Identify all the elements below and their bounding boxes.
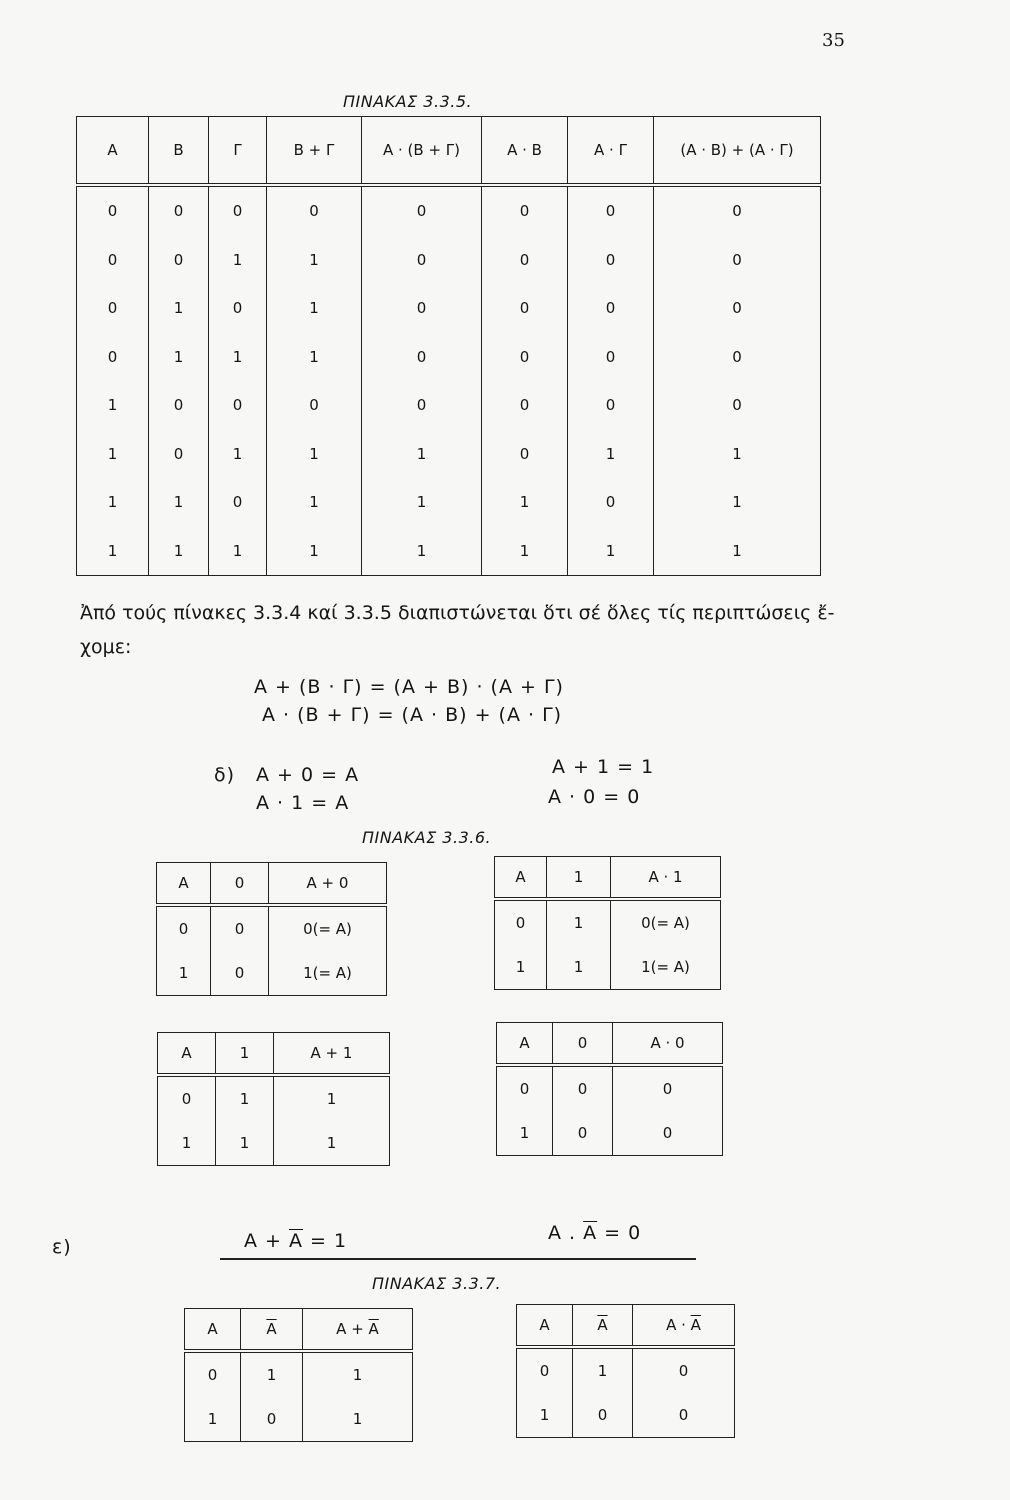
- cell: 0: [77, 185, 149, 236]
- cell: 1: [303, 1351, 413, 1397]
- cell: 1: [568, 527, 654, 576]
- cell: 1: [216, 1121, 274, 1166]
- cell: 0: [482, 333, 568, 382]
- cell: 0: [654, 236, 821, 285]
- table-header-row: [495, 857, 721, 900]
- col-header: A: [185, 1309, 241, 1352]
- table-row: [517, 1393, 735, 1438]
- cell: 1: [209, 236, 267, 285]
- col-header: Γ: [209, 117, 267, 186]
- paragraph-line-1: Ἀπό τούς πίνακες 3.3.4 καί 3.3.5 διαπιστώνεται ὅτι σέ ὅλες τίς περιπτώσεις ἔ-: [80, 602, 835, 624]
- cell: 0: [362, 333, 482, 382]
- cell: 1: [495, 945, 547, 990]
- cell: 1: [654, 478, 821, 527]
- cell: 1: [362, 527, 482, 576]
- cell: 1: [568, 430, 654, 479]
- cell: 0: [362, 284, 482, 333]
- cell: 0: [613, 1065, 723, 1111]
- cell: 0: [267, 185, 362, 236]
- cell: 1: [267, 478, 362, 527]
- cell: 0(= A): [269, 905, 387, 951]
- table-header-row: [517, 1305, 735, 1348]
- col-header: A: [497, 1023, 553, 1066]
- cell: 1: [362, 430, 482, 479]
- table-header-row: [497, 1023, 723, 1066]
- table-row: [158, 1075, 390, 1121]
- cell: 0: [573, 1393, 633, 1438]
- cell: 0: [149, 236, 209, 285]
- cell: 1: [157, 951, 211, 996]
- cell: 1: [267, 333, 362, 382]
- cell: 0: [633, 1347, 735, 1393]
- col-header: A · Γ: [568, 117, 654, 186]
- cell: 0: [149, 185, 209, 236]
- table-row: [77, 478, 821, 527]
- cell: 0: [654, 284, 821, 333]
- cell: 0: [362, 236, 482, 285]
- cell: 1: [482, 478, 568, 527]
- table-row: [495, 945, 721, 990]
- cell: 0: [482, 381, 568, 430]
- cell: 1: [216, 1075, 274, 1121]
- col-header: B: [149, 117, 209, 186]
- cell: 1: [158, 1121, 216, 1166]
- cell: 0: [482, 185, 568, 236]
- table-row: [185, 1397, 413, 1442]
- paragraph-line-2: χομε:: [80, 636, 132, 658]
- cell: 0: [568, 333, 654, 382]
- label-delta: δ): [214, 764, 236, 786]
- page-number: 35: [822, 30, 845, 51]
- truth-table-a-times-not-a: [516, 1304, 735, 1438]
- table-row: [185, 1351, 413, 1397]
- col-header: A · 1: [611, 857, 721, 900]
- truth-table-a-times-1: [494, 856, 721, 990]
- cell: 0(= A): [611, 899, 721, 945]
- cell: 1: [547, 945, 611, 990]
- col-header: A · B: [482, 117, 568, 186]
- cell: 0: [568, 284, 654, 333]
- table-title-335: ΠΙΝΑΚΑΣ 3.3.5.: [343, 92, 473, 111]
- col-header: 1: [547, 857, 611, 900]
- table-row: [157, 951, 387, 996]
- cell: 1: [517, 1393, 573, 1438]
- col-header: A: [158, 1033, 216, 1076]
- table-row: [77, 333, 821, 382]
- cell: 0: [497, 1065, 553, 1111]
- table-row: [517, 1347, 735, 1393]
- col-header: A: [495, 857, 547, 900]
- cell: 1: [77, 381, 149, 430]
- cell: 1: [267, 284, 362, 333]
- cell: 1(= A): [611, 945, 721, 990]
- table-header-row: [77, 117, 821, 186]
- cell: 1: [482, 527, 568, 576]
- complement-a: $\overline{A}$: [289, 1230, 303, 1252]
- cell: 0: [77, 236, 149, 285]
- cell: 1: [185, 1397, 241, 1442]
- col-header: [573, 1305, 633, 1348]
- col-header: 1: [216, 1033, 274, 1076]
- cell: 0: [553, 1065, 613, 1111]
- cell: 0: [482, 236, 568, 285]
- complement-a: $\overline{A}$: [583, 1222, 598, 1244]
- table-row: [77, 527, 821, 576]
- cell: 0: [211, 905, 269, 951]
- col-header: [241, 1309, 303, 1352]
- cell: 1: [209, 333, 267, 382]
- cell: 1: [77, 430, 149, 479]
- col-header: A + 1: [274, 1033, 390, 1076]
- cell: 0: [158, 1075, 216, 1121]
- complement-a: $\overline{A}$: [690, 1316, 701, 1334]
- table-row: [157, 905, 387, 951]
- cell: 0: [157, 905, 211, 951]
- cell: 0: [482, 284, 568, 333]
- table-row: [158, 1121, 390, 1166]
- cell: 0: [482, 430, 568, 479]
- eq-part: = 0: [597, 1222, 642, 1244]
- table-row: [77, 236, 821, 285]
- eq-part: A +: [244, 1230, 289, 1252]
- cell: 0: [495, 899, 547, 945]
- cell: 0: [149, 430, 209, 479]
- table-row: [497, 1111, 723, 1156]
- cell: 1: [274, 1121, 390, 1166]
- cell: 1(= A): [269, 951, 387, 996]
- table-row: [77, 284, 821, 333]
- col-header: A · 0: [613, 1023, 723, 1066]
- col-header: A: [517, 1305, 573, 1348]
- cell: 1: [267, 236, 362, 285]
- complement-a: $\overline{A}$: [597, 1316, 608, 1334]
- cell: 0: [77, 333, 149, 382]
- cell: 0: [77, 284, 149, 333]
- cell: 1: [654, 430, 821, 479]
- col-header: A + 0: [269, 863, 387, 906]
- cell: 0: [654, 381, 821, 430]
- cell: 0: [209, 381, 267, 430]
- truth-table-335: [76, 116, 821, 576]
- cell: 1: [149, 478, 209, 527]
- cell: 0: [149, 381, 209, 430]
- table-row: [497, 1065, 723, 1111]
- complement-a: $\overline{A}$: [368, 1320, 379, 1338]
- col-header: 0: [211, 863, 269, 906]
- equation-a-times-0: A · 0 = 0: [548, 786, 641, 808]
- cell: 0: [568, 478, 654, 527]
- label-epsilon: ε): [52, 1236, 72, 1258]
- cell: 0: [211, 951, 269, 996]
- table-title-336: ΠΙΝΑΚΑΣ 3.3.6.: [362, 828, 492, 847]
- cell: 1: [362, 478, 482, 527]
- equation-a-plus-1: A + 1 = 1: [552, 756, 655, 778]
- cell: 0: [209, 478, 267, 527]
- cell: 0: [568, 236, 654, 285]
- cell: 0: [209, 185, 267, 236]
- cell: 0: [568, 381, 654, 430]
- col-header: 0: [553, 1023, 613, 1066]
- equation-distributive-1: A + (B · Γ) = (A + B) · (A + Γ): [254, 676, 564, 698]
- col-header: A: [157, 863, 211, 906]
- cell: 1: [267, 430, 362, 479]
- col-header: $A \cdot \overline{A}$: [633, 1305, 735, 1348]
- col-header: B + Γ: [267, 117, 362, 186]
- cell: 0: [362, 381, 482, 430]
- cell: 0: [553, 1111, 613, 1156]
- table-row: [77, 381, 821, 430]
- col-header: A · (B + Γ): [362, 117, 482, 186]
- cell: 1: [241, 1351, 303, 1397]
- eq-part: A .: [548, 1222, 584, 1244]
- table-title-337: ΠΙΝΑΚΑΣ 3.3.7.: [372, 1274, 502, 1293]
- cell: 0: [517, 1347, 573, 1393]
- equation-complement-sum: [244, 1230, 347, 1252]
- truth-table-a-plus-0: [156, 862, 387, 996]
- cell: 1: [209, 430, 267, 479]
- truth-table-a-plus-not-a: [184, 1308, 413, 1442]
- cell: 1: [274, 1075, 390, 1121]
- col-header: (A · B) + (A · Γ): [654, 117, 821, 186]
- equation-distributive-2: A · (B + Γ) = (A · B) + (A · Γ): [262, 704, 563, 726]
- truth-table-a-plus-1: [157, 1032, 390, 1166]
- eq-part: = 1: [303, 1230, 348, 1252]
- cell: 0: [185, 1351, 241, 1397]
- cell: 0: [654, 185, 821, 236]
- col-header: $A + \overline{A}$: [303, 1309, 413, 1352]
- cell: 1: [573, 1347, 633, 1393]
- cell: 1: [654, 527, 821, 576]
- cell: 1: [77, 478, 149, 527]
- equation-complement-product: [548, 1222, 641, 1244]
- cell: 1: [547, 899, 611, 945]
- table-header-row: [185, 1309, 413, 1352]
- cell: 0: [654, 333, 821, 382]
- complement-a: $\overline{A}$: [266, 1320, 277, 1338]
- truth-table-a-times-0: [496, 1022, 723, 1156]
- cell: 1: [149, 333, 209, 382]
- cell: 1: [149, 284, 209, 333]
- cell: 0: [633, 1393, 735, 1438]
- table-row: [77, 430, 821, 479]
- table-header-row: [157, 863, 387, 906]
- cell: 1: [77, 527, 149, 576]
- cell: 0: [362, 185, 482, 236]
- equation-a-plus-0: A + 0 = A: [256, 764, 360, 786]
- cell: 0: [568, 185, 654, 236]
- cell: 0: [209, 284, 267, 333]
- cell: 1: [303, 1397, 413, 1442]
- cell: 0: [267, 381, 362, 430]
- divider-line: [220, 1258, 696, 1260]
- table-row: [495, 899, 721, 945]
- equation-a-times-1: A · 1 = A: [256, 792, 350, 814]
- table-row: [77, 185, 821, 236]
- cell: 1: [267, 527, 362, 576]
- cell: 1: [497, 1111, 553, 1156]
- cell: 1: [209, 527, 267, 576]
- col-header: A: [77, 117, 149, 186]
- cell: 0: [241, 1397, 303, 1442]
- cell: 0: [613, 1111, 723, 1156]
- cell: 1: [149, 527, 209, 576]
- table-header-row: [158, 1033, 390, 1076]
